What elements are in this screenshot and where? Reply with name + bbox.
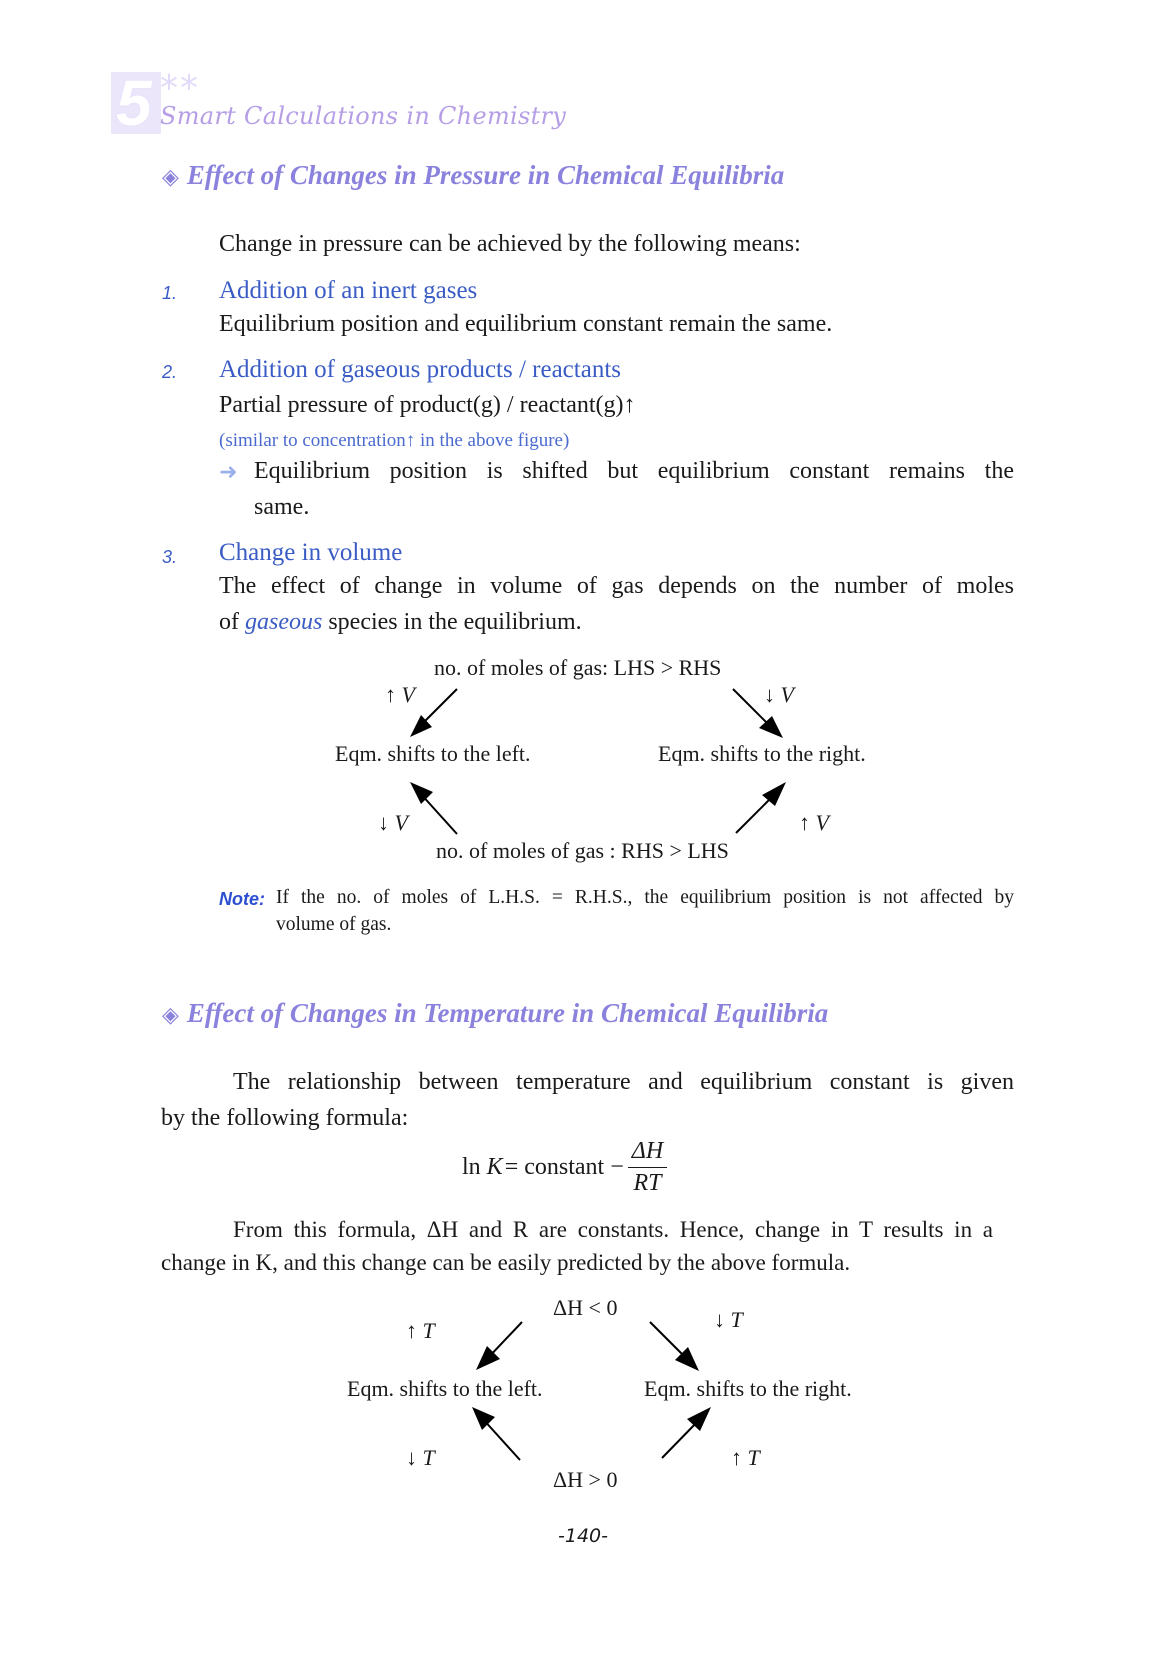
- var: T: [747, 1445, 760, 1470]
- section-title-text: Effect of Changes in Pressure in Chemical Equilibria: [186, 160, 785, 190]
- item-result-cont: same.: [254, 494, 310, 520]
- logo-stars-icon: **: [160, 68, 200, 109]
- ln: ln: [462, 1154, 481, 1180]
- diamond-icon: ◈: [162, 1003, 179, 1028]
- item-note: (similar to concentration↑ in the above figure): [219, 430, 570, 451]
- diagram-left-label: Eqm. shifts to the left.: [347, 1376, 543, 1401]
- logo-number: 5: [116, 67, 152, 139]
- book-title: Smart Calculations in Chemistry: [160, 102, 567, 130]
- down-arrow-icon: ↓: [406, 1445, 417, 1470]
- temperature-intro: The relationship between temperature and equilibrium constant is given: [233, 1069, 1014, 1095]
- diagram-left-label: Eqm. shifts to the left.: [335, 741, 531, 766]
- item-body: Partial pressure of product(g) / reactant(g)↑: [219, 392, 636, 418]
- var: V: [401, 682, 415, 707]
- text: of: [219, 609, 239, 635]
- diagram-right-label: Eqm. shifts to the right.: [658, 741, 866, 766]
- var: V: [815, 810, 829, 835]
- emphasis-gaseous: gaseous: [245, 609, 323, 635]
- up-arrow-icon: ↑: [385, 682, 396, 707]
- down-arrow-icon: ↓: [764, 682, 775, 707]
- up-arrow-icon: ↑: [406, 1318, 417, 1343]
- var: V: [394, 810, 408, 835]
- item-body: The effect of change in volume of gas depends on the number of moles: [219, 573, 1014, 599]
- formula-explanation: From this formula, ΔH and R are constants. Hence, change in T results in a: [233, 1217, 993, 1242]
- item-heading-volume: Change in volume: [219, 539, 403, 566]
- item-number: 1.: [162, 283, 178, 303]
- diagram-top-label: ΔH < 0: [553, 1295, 618, 1320]
- var: T: [422, 1445, 435, 1470]
- temperature-intro-cont: by the following formula:: [161, 1105, 409, 1131]
- diagram-bottom-label: no. of moles of gas : RHS > LHS: [436, 838, 729, 863]
- note-label: Note:: [219, 889, 265, 909]
- diamond-icon: ◈: [162, 165, 179, 190]
- page-number: -140-: [558, 1525, 608, 1547]
- equals-constant: = constant −: [504, 1154, 624, 1180]
- formula-explanation-cont: change in K, and this change can be easily predicted by the above formula.: [161, 1250, 851, 1275]
- var: T: [730, 1307, 743, 1332]
- item-result: Equilibrium position is shifted but equilibrium constant remains the: [254, 458, 1014, 484]
- diagram-right-label: Eqm. shifts to the right.: [644, 1376, 852, 1401]
- right-arrow-icon: ➜: [219, 460, 238, 485]
- var: T: [422, 1318, 435, 1343]
- item-body: Equilibrium position and equilibrium constant remain the same.: [219, 311, 833, 337]
- item-number: 3.: [162, 547, 178, 567]
- item-heading-inert-gas: Addition of an inert gases: [219, 277, 478, 304]
- var: V: [780, 682, 794, 707]
- arrow-bottom-left: [482, 1418, 520, 1460]
- down-arrow-icon: ↓: [714, 1307, 725, 1332]
- pressure-intro: Change in pressure can be achieved by the following means:: [219, 231, 801, 257]
- item-heading-gaseous-products: Addition of gaseous products / reactants: [219, 356, 621, 383]
- diagram-top-label: no. of moles of gas: LHS > RHS: [434, 655, 722, 680]
- text: species in the equilibrium.: [328, 609, 582, 635]
- var-k: K: [486, 1154, 503, 1180]
- section-title-text: Effect of Changes in Temperature in Chemical Equilibria: [186, 998, 829, 1028]
- note-text: If the no. of moles of L.H.S. = R.H.S., the equilibrium position is not affected by: [276, 887, 1014, 908]
- note-text-cont: volume of gas.: [276, 914, 392, 935]
- item-number: 2.: [162, 362, 178, 382]
- arrowhead-icon: [472, 1407, 495, 1430]
- arrowhead-icon: [410, 782, 433, 804]
- numerator: ΔH: [628, 1138, 667, 1168]
- diagram-bottom-label: ΔH > 0: [553, 1467, 618, 1492]
- up-arrow-icon: ↑: [731, 1445, 742, 1470]
- down-arrow-icon: ↓: [378, 810, 389, 835]
- denominator: RT: [633, 1170, 662, 1196]
- up-arrow-icon: ↑: [799, 810, 810, 835]
